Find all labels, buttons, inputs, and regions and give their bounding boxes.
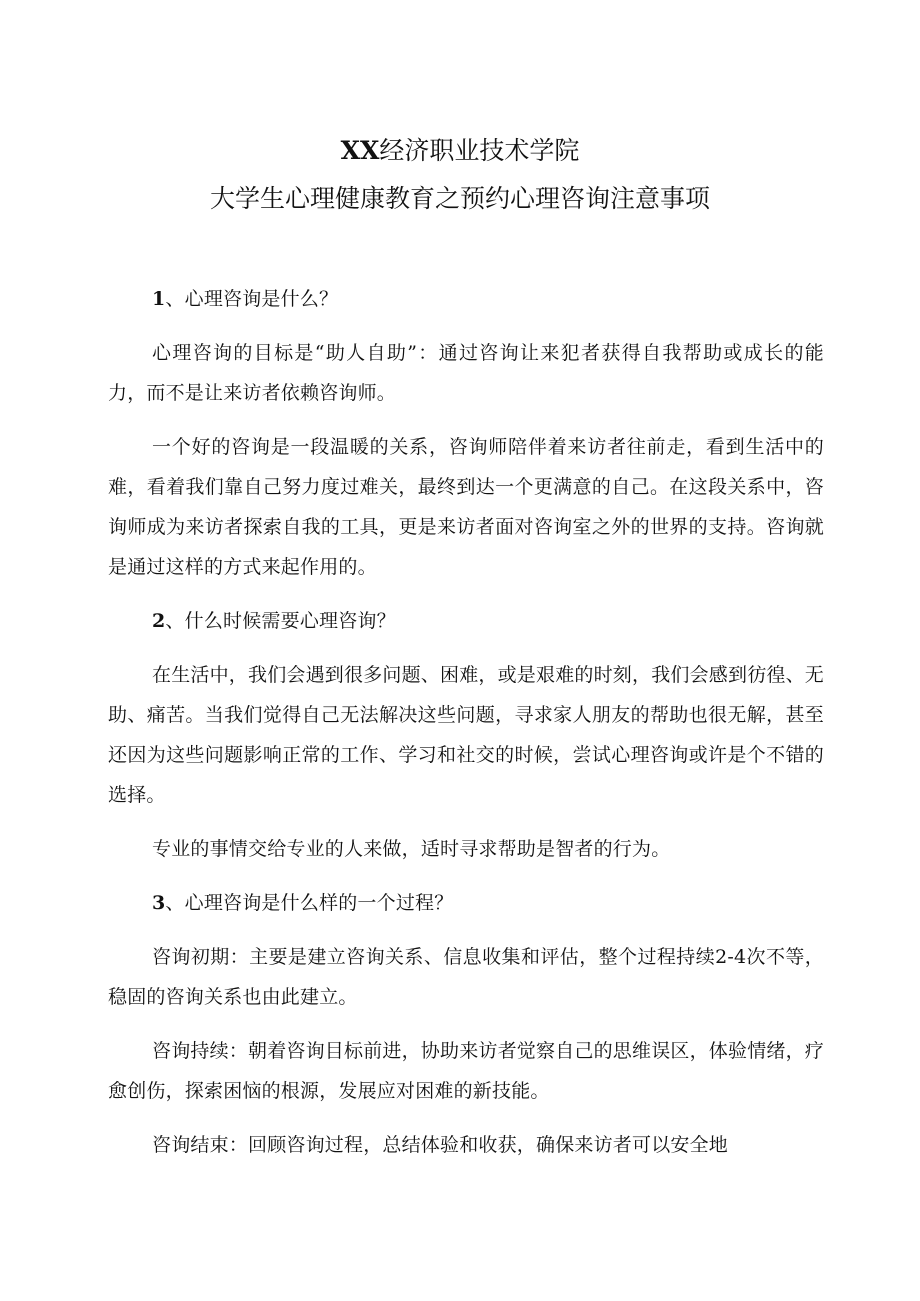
paragraph: 一个好的咨询是一段温暖的关系，咨询师陪伴着来访者往前走，看到生活中的难，看着我们靠自己努力度过难关，最终到达一个更满意的自己。在这段关系中，咨询师成为来访者探索自我的工具，更是来访者面对咨询室之外的世界的支持。咨询就是通过这样的方式来起作用的。 — [108, 436, 824, 578]
paragraph: 咨询结束：回顾咨询过程，总结体验和收获，确保来访者可以安全地 — [152, 1134, 729, 1156]
paragraph: 心理咨询的目标是“助人自助”：通过咨询让来犯者获得自我帮助或成长的能力，而不是让来访者依赖咨询师。 — [108, 342, 824, 404]
section-heading-1 — [108, 279, 824, 319]
section-number: 1 — [152, 288, 166, 310]
paragraph: 在生活中，我们会遇到很多问题、困难，或是艰难的时刻，我们会感到彷徨、无助、痛苦。当我们觉得自己无法解决这些问题，寻求家人朋友的帮助也很无解，甚至还因为这些问题影响正常的工作、学习和社交的时候，尝试心理咨询或许是个不错的选择。 — [108, 664, 825, 806]
section-heading-3 — [108, 883, 824, 923]
section-heading-text: 、心理咨询是什么样的一个过程？ — [165, 892, 454, 914]
title-prefix: XX — [340, 136, 380, 165]
section-number: 2 — [152, 610, 166, 632]
document-title-line-1 — [0, 136, 920, 166]
section-heading-text: 、什么时候需要心理咨询？ — [165, 610, 396, 632]
paragraph: 专业的事情交给专业的人来做，适时寻求帮助是智者的行为。 — [152, 838, 671, 860]
section-heading-2 — [108, 601, 824, 641]
paragraph: 咨询初期：主要是建立咨询关系、信息收集和评估，整个过程持续2-4次不等，稳固的咨询关系也由此建立。 — [108, 946, 824, 1008]
title-institution: 经济职业技术学院 — [379, 136, 580, 165]
paragraph: 咨询持续：朝着咨询目标前进，协助来访者觉察自己的思维误区，体验情绪，疗愈创伤，探索困恼的根源，发展应对困难的新技能。 — [108, 1040, 825, 1102]
section-number: 3 — [152, 892, 166, 914]
document-title-line-2: 大学生心理健康教育之预约心理咨询注意事项 — [209, 184, 710, 213]
section-heading-text: 、心理咨询是什么？ — [165, 288, 339, 310]
document-body — [108, 279, 824, 1165]
